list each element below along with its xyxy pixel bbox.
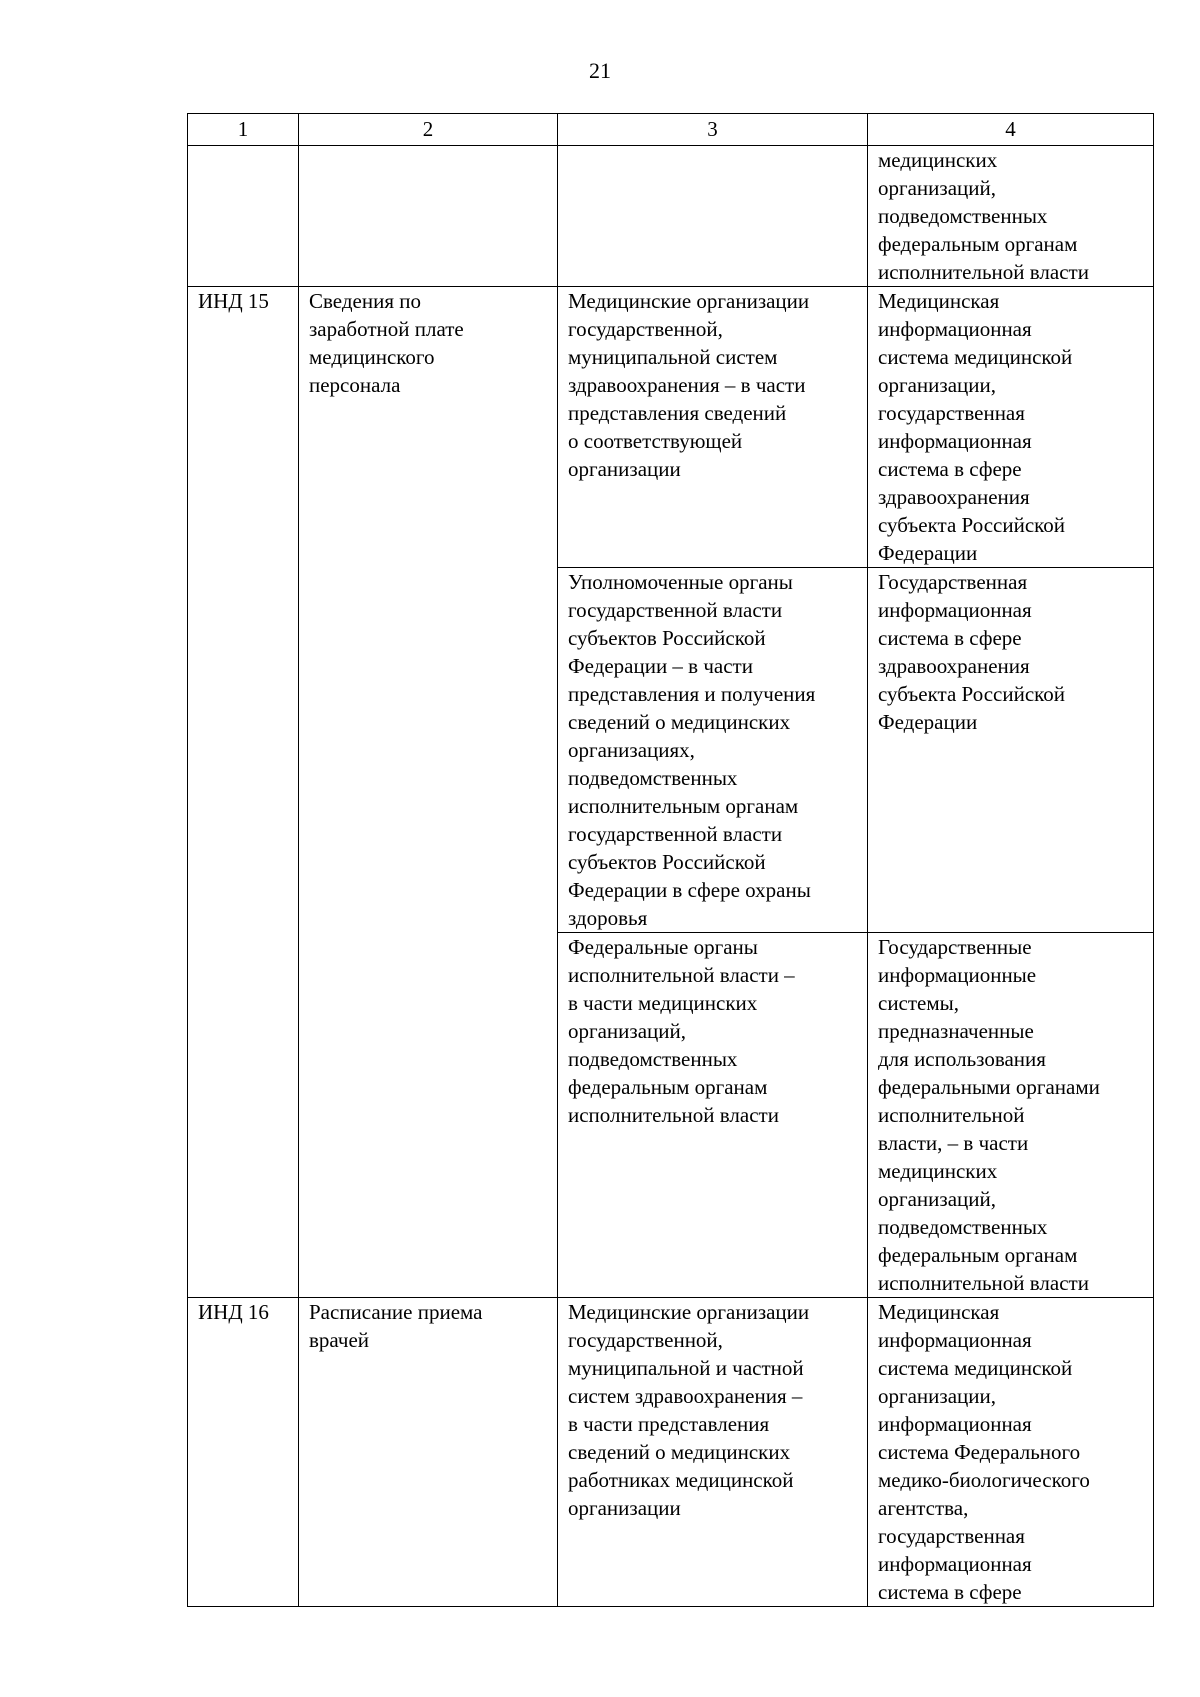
information-system-text: Государственные информационные системы, предназначенные для использования федеральными органами исполнительной власти, – в части медицинских организаций, подведомственных федеральным органам исполнительной власти [878, 935, 1100, 1295]
information-system-text: медицинских организаций, подведомственных федеральным органам исполнительной власти [878, 148, 1089, 284]
table-row-ind16 [188, 1298, 1154, 1607]
participants-text: Федеральные органы исполнительной власти – в части медицинских организаций, подведомственных федеральным органам исполнительной власти [568, 935, 795, 1127]
participants-cell [558, 1298, 868, 1607]
participants-text: Медицинские организации государственной, муниципальной систем здравоохранения – в части представления сведений о соответствующей организации [568, 289, 810, 481]
table-cell [299, 146, 558, 287]
information-system-text: Государственная информационная система в сфере здравоохранения субъекта Российской Федерации [878, 570, 1066, 734]
column-header-3: 3 [558, 114, 868, 146]
table-cell [868, 146, 1154, 287]
indicators-table [187, 113, 1154, 1607]
indicator-code: ИНД 15 [198, 289, 269, 313]
participants-cell [558, 568, 868, 933]
column-header-4: 4 [868, 114, 1154, 146]
table-row-continuation [188, 146, 1154, 287]
indicator-code-cell [188, 287, 299, 1298]
information-system-cell [868, 287, 1154, 568]
participants-text: Уполномоченные органы государственной власти субъектов Российской Федерации – в части представления и получения сведений о медицинских организациях, подведомственных исполнительным органам государственной власти субъектов Российской Федерации в сфере охраны здоровья [568, 570, 816, 930]
indicator-code-cell [188, 1298, 299, 1607]
table-header-row [188, 114, 1154, 146]
participants-cell [558, 933, 868, 1298]
indicator-name-cell [299, 1298, 558, 1607]
indicator-name: Сведения по заработной плате медицинского персонала [309, 289, 464, 397]
indicator-name: Расписание приема врачей [309, 1300, 483, 1352]
column-header-1: 1 [188, 114, 299, 146]
table-cell [188, 146, 299, 287]
information-system-cell [868, 933, 1154, 1298]
information-system-text: Медицинская информационная система медицинской организации, государственная информационная система в сфере здравоохранения субъекта Российской Федерации [878, 289, 1073, 565]
column-header-2: 2 [299, 114, 558, 146]
table-row-ind15-1 [188, 287, 1154, 568]
participants-cell [558, 287, 868, 568]
information-system-cell [868, 1298, 1154, 1607]
information-system-cell [868, 568, 1154, 933]
participants-text: Медицинские организации государственной, муниципальной и частной систем здравоохранения – в части представления сведений о медицинских работниках медицинской организации [568, 1300, 810, 1520]
information-system-text: Медицинская информационная система медицинской организации, информационная система Федерального медико-биологического агентства, государственная информационная система в сфере [878, 1300, 1090, 1604]
indicator-name-cell [299, 287, 558, 1298]
page-number: 21 [589, 58, 611, 83]
table-cell [558, 146, 868, 287]
indicator-code: ИНД 16 [198, 1300, 269, 1324]
